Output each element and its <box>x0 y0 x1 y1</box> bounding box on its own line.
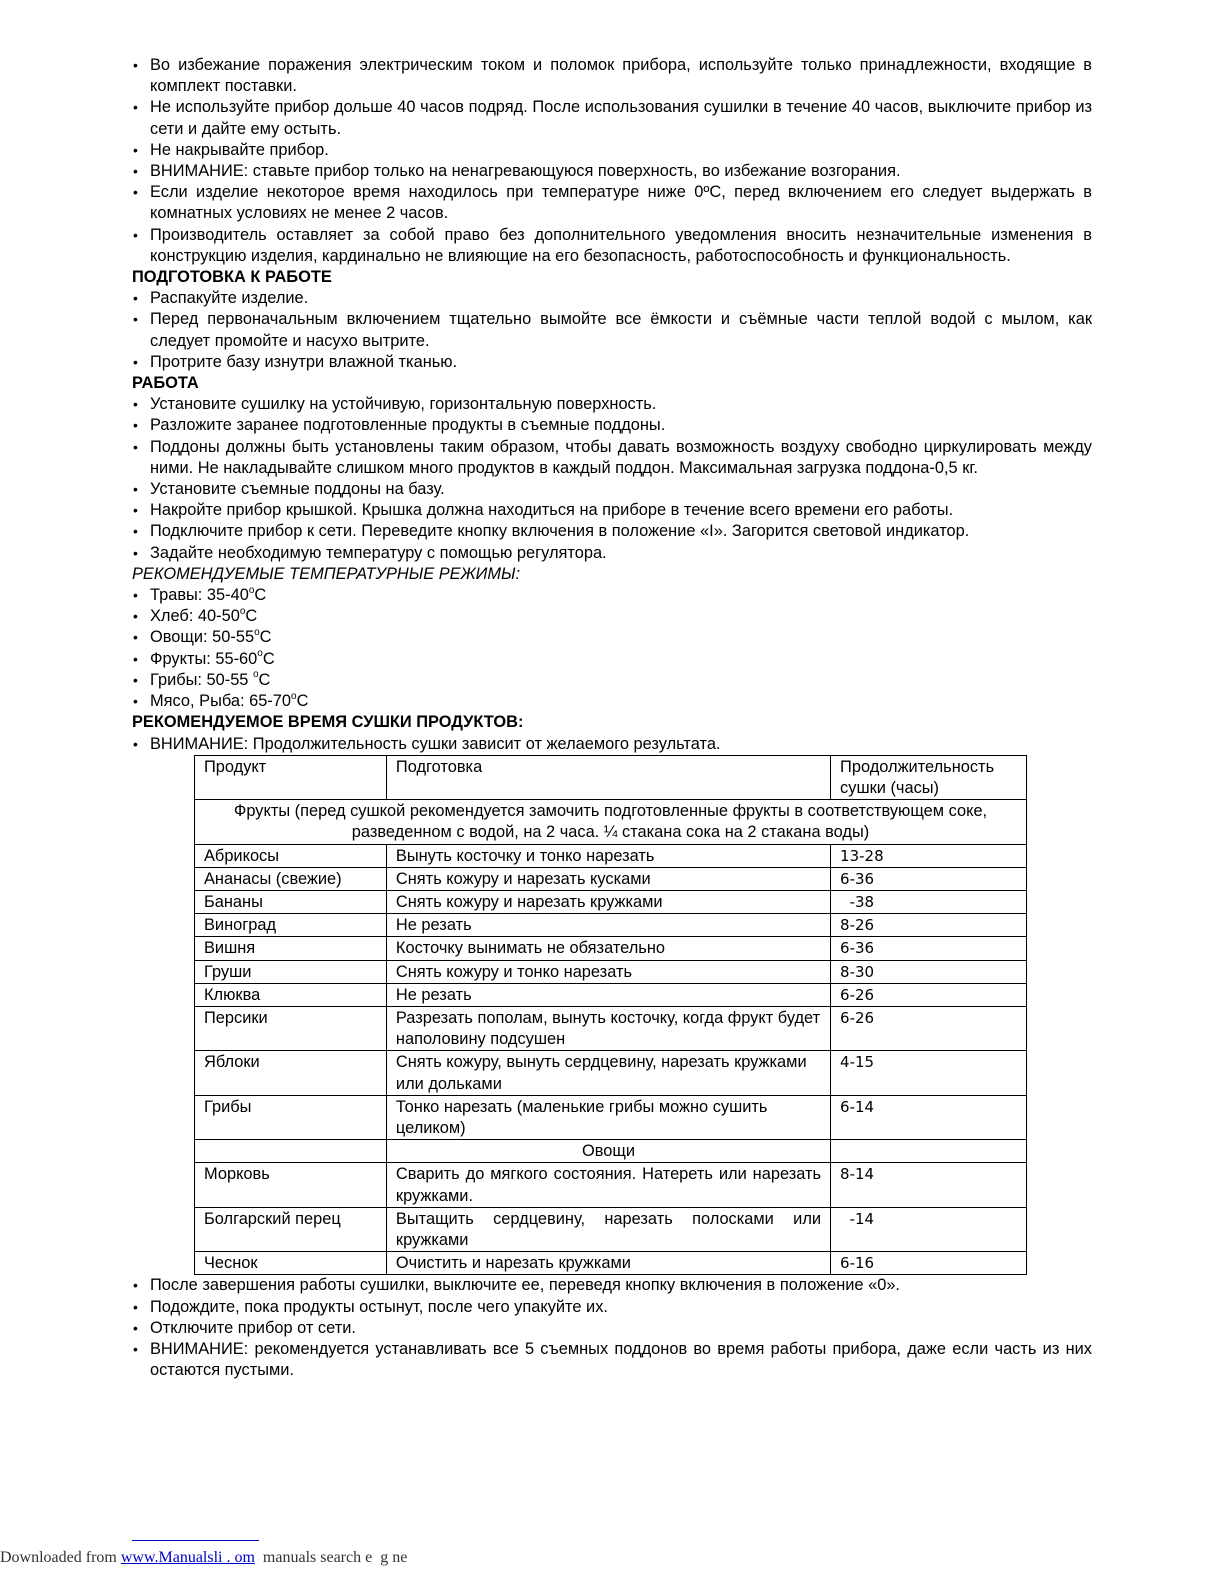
temp-item <box>132 606 1092 627</box>
footer-link[interactable]: www.Manualsli . om <box>120 1549 255 1566</box>
temps-heading: РЕКОМЕНДУЕМЫЕ ТЕМПЕРАТУРНЫЕ РЕЖИМЫ: <box>132 564 521 583</box>
table-row <box>195 960 1027 983</box>
degree-mark: о <box>254 627 260 639</box>
footer-prefix: Downloaded from <box>0 1549 121 1566</box>
table-row <box>195 1252 1027 1275</box>
table-cell: Снять кожуру и нарезать кусками <box>386 867 830 890</box>
footer-suffix: manuals search e g ne <box>254 1549 408 1566</box>
table-cell: -14 <box>831 1207 1027 1251</box>
table-cell: Болгарский перец <box>195 1207 387 1251</box>
table-row <box>195 937 1027 960</box>
table-row <box>195 983 1027 1006</box>
times-note-list <box>132 734 1092 755</box>
temp-item <box>132 670 1092 691</box>
list-item: • Разложите заранее подготовленные продукты в съемные поддоны. <box>132 415 1092 436</box>
work-heading: РАБОТА <box>132 374 199 393</box>
table-cell: Ананасы (свежие) <box>195 867 387 890</box>
list-item: • Протрите базу изнутри влажной тканью. <box>132 352 1092 373</box>
table-row <box>195 890 1027 913</box>
list-item: • Поддоны должны быть установлены таким образом, чтобы давать возможность воздуху свободно циркулировать между ними. Не накладывайте слишком много продуктов в каждый поддон. Максимальная загрузка поддона-0,5 кг. <box>132 437 1092 479</box>
table-cell: Яблоки <box>195 1051 387 1095</box>
temp-label: Хлеб: 40-50 <box>150 607 240 626</box>
table-cell: Не резать <box>386 983 830 1006</box>
table-cell: Косточку вынимать не обязательно <box>386 937 830 960</box>
table-cell: Морковь <box>195 1163 387 1207</box>
table-cell: 13-28 <box>831 844 1027 867</box>
work-bullet-list <box>132 394 1092 564</box>
table-header-row <box>195 755 1027 799</box>
temp-label: Мясо, Рыба: 65-70 <box>150 692 292 711</box>
list-item: • Не используйте прибор дольше 40 часов подряд. После использования сушилки в течение 40 часов, выключите прибор из сети и дайте ему остыть. <box>132 97 1092 139</box>
table-cell: 6-26 <box>831 1006 1027 1050</box>
table-cell: Снять кожуру и тонко нарезать <box>386 960 830 983</box>
table-cell: Очистить и нарезать кружками <box>386 1252 830 1275</box>
table-row <box>195 1006 1027 1050</box>
temp-item <box>132 627 1092 648</box>
temps-bullet-list <box>132 585 1092 712</box>
table-cell <box>831 1140 1027 1163</box>
table-cell: Тонко нарезать (маленькие грибы можно сушить целиком) <box>386 1095 830 1139</box>
table-row <box>195 867 1027 890</box>
table-header-cell: Продолжительность сушки (часы) <box>831 755 1027 799</box>
list-item: • Если изделие некоторое время находилось при температуре ниже 0ºС, перед включением его следует выдержать в комнатных условиях не менее 2 часов. <box>132 182 1092 224</box>
final-bullet-list <box>132 1275 1092 1381</box>
table-cell: 6-36 <box>831 867 1027 890</box>
veg-section-label: Овощи <box>386 1140 830 1163</box>
temp-label: Фрукты: 55-60 <box>150 649 258 668</box>
list-item: • Отключите прибор от сети. <box>132 1318 1092 1339</box>
table-row <box>195 1207 1027 1251</box>
list-item: • Подключите прибор к сети. Переведите кнопку включения в положение «I». Загорится световой индикатор. <box>132 521 1092 542</box>
temp-label: Травы: 35-40 <box>150 586 249 605</box>
fruit-section-note: Фрукты (перед сушкой рекомендуется замочить подготовленные фрукты в соответствующем соке, разведенном с водой, на 2 часа. ¼ стакана сока на 2 стакана воды) <box>195 800 1027 844</box>
list-item: • Не накрывайте прибор. <box>132 140 1092 161</box>
temp-unit: С <box>262 649 275 668</box>
temp-label: Овощи: 50-55 <box>150 628 255 647</box>
prep-heading: ПОДГОТОВКА К РАБОТЕ <box>132 268 332 287</box>
table-cell: Не резать <box>386 914 830 937</box>
temp-unit: С <box>254 586 267 605</box>
table-cell: 8-26 <box>831 914 1027 937</box>
table-cell: Сварить до мягкого состояния. Натереть или нарезать кружками. <box>386 1163 830 1207</box>
table-cell: 6-16 <box>831 1252 1027 1275</box>
degree-mark: о <box>252 669 259 681</box>
list-item: • Установите сушилку на устойчивую, горизонтальную поверхность. <box>132 394 1092 415</box>
table-section-row <box>195 1140 1027 1163</box>
list-item: • Распакуйте изделие. <box>132 288 1092 309</box>
temp-unit: С <box>245 607 258 626</box>
times-heading: РЕКОМЕНДУЕМОЕ ВРЕМЯ СУШКИ ПРОДУКТОВ: <box>132 713 524 732</box>
table-cell: Вынуть косточку и тонко нарезать <box>386 844 830 867</box>
table-row <box>195 1051 1027 1095</box>
table-cell: Разрезать пополам, вынуть косточку, когда фрукт будет наполовину подсушен <box>386 1006 830 1050</box>
veg-rows <box>195 1163 1027 1275</box>
temp-unit: С <box>258 670 271 689</box>
list-item: • ВНИМАНИЕ: ставьте прибор только на ненагревающуюся поверхность, во избежание возгорания. <box>132 161 1092 182</box>
table-cell: Персики <box>195 1006 387 1050</box>
table-cell: Снять кожуру и нарезать кружками <box>386 890 830 913</box>
degree-mark: о <box>257 648 263 660</box>
table-cell: Абрикосы <box>195 844 387 867</box>
temp-unit: С <box>259 628 272 647</box>
table-cell <box>195 1140 387 1163</box>
table-cell: 6-36 <box>831 937 1027 960</box>
list-item: • Производитель оставляет за собой право без дополнительного уведомления вносить незначительные изменения в конструкцию изделия, кардинально не влияющие на его безопасность, работоспособность и функциональность. <box>132 225 1092 267</box>
list-item: • Задайте необходимую температуру с помощью регулятора. <box>132 543 1092 564</box>
table-header-cell: Подготовка <box>386 755 830 799</box>
temp-item <box>132 649 1092 670</box>
degree-mark: о <box>239 605 246 617</box>
table-cell: Грибы <box>195 1095 387 1139</box>
table-cell: 6-26 <box>831 983 1027 1006</box>
list-item: • Во избежание поражения электрическим током и поломок прибора, используйте только принадлежности, входящие в комплект поставки. <box>132 55 1092 97</box>
table-cell: Чеснок <box>195 1252 387 1275</box>
table-row <box>195 1095 1027 1139</box>
table-section-row <box>195 800 1027 844</box>
table-cell: Вытащить сердцевину, нарезать полосками или кружками <box>386 1207 830 1251</box>
table-cell: Вишня <box>195 937 387 960</box>
fruit-rows <box>195 844 1027 1140</box>
list-item: • ВНИМАНИЕ: рекомендуется устанавливать все 5 съемных поддонов во время работы прибора, даже если часть из них остаются пустыми. <box>132 1339 1092 1381</box>
list-item: • Подождите, пока продукты остынут, после чего упакуйте их. <box>132 1297 1092 1318</box>
table-cell: Снять кожуру, вынуть сердцевину, нарезать кружками или дольками <box>386 1051 830 1095</box>
table-cell: Клюква <box>195 983 387 1006</box>
table-row <box>195 1163 1027 1207</box>
table-cell: 6-14 <box>831 1095 1027 1139</box>
footer <box>0 1549 407 1567</box>
temp-unit: С <box>296 692 309 711</box>
temp-label: Грибы: 50-55 <box>150 670 253 689</box>
table-cell: 8-14 <box>831 1163 1027 1207</box>
degree-mark: о <box>291 690 297 702</box>
list-item: • Накройте прибор крышкой. Крышка должна находиться на приборе в течение всего времени его работы. <box>132 500 1092 521</box>
table-cell: Виноград <box>195 914 387 937</box>
table-cell: -38 <box>831 890 1027 913</box>
prep-bullet-list <box>132 288 1092 373</box>
footer-rule <box>132 1540 259 1541</box>
table-row <box>195 844 1027 867</box>
document-page <box>132 55 1092 1381</box>
drying-time-table <box>194 755 1027 1276</box>
list-item: • Перед первоначальным включением тщательно вымойте все ёмкости и съёмные части теплой водой с мылом, как следует промойте и насухо вытрите. <box>132 309 1092 351</box>
table-cell: Бананы <box>195 890 387 913</box>
degree-mark: о <box>248 584 255 596</box>
table-cell: 4-15 <box>831 1051 1027 1095</box>
table-header-cell: Продукт <box>195 755 387 799</box>
table-cell: 8-30 <box>831 960 1027 983</box>
temp-item <box>132 691 1092 712</box>
list-item: • Установите съемные поддоны на базу. <box>132 479 1092 500</box>
intro-bullet-list <box>132 55 1092 267</box>
temp-item <box>132 585 1092 606</box>
list-item: • После завершения работы сушилки, выключите ее, переведя кнопку включения в положение «0». <box>132 1275 1092 1296</box>
table-cell: Груши <box>195 960 387 983</box>
list-item: • ВНИМАНИЕ: Продолжительность сушки зависит от желаемого результата. <box>132 734 1092 755</box>
table-row <box>195 914 1027 937</box>
